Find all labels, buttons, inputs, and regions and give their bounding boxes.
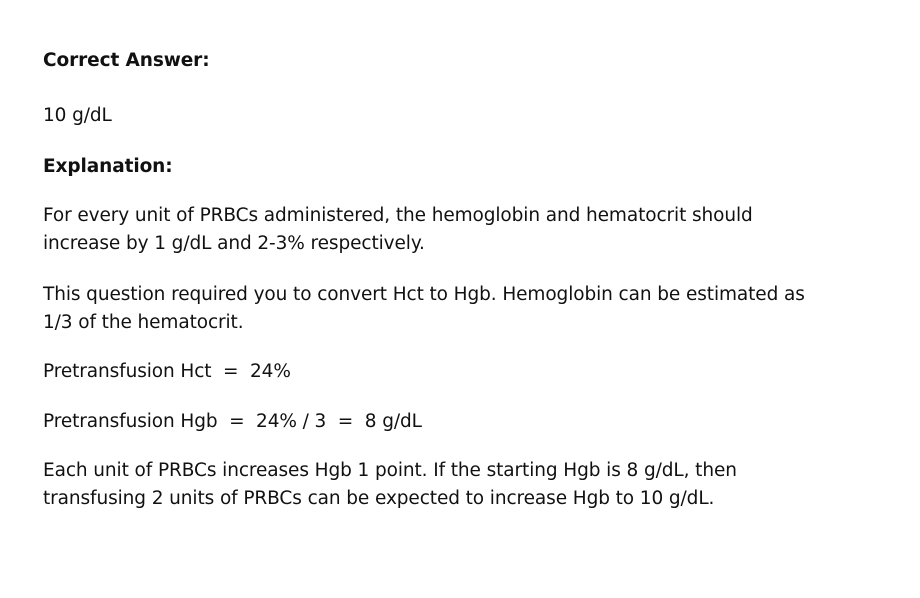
paragraph-line: This question required you to convert Hct to Hgb. Hemoglobin can be estimated as <box>43 284 805 305</box>
correct-answer-heading: Correct Answer: <box>43 50 210 71</box>
paragraph-line: increase by 1 g/dL and 2-3% respectively. <box>43 233 425 254</box>
paragraph-line: transfusing 2 units of PRBCs can be expected to increase Hgb to 10 g/dL. <box>43 488 715 509</box>
paragraph-line: For every unit of PRBCs administered, the hemoglobin and hematocrit should <box>43 205 753 226</box>
pretransfusion-hct-equation: Pretransfusion Hct = 24% <box>43 361 291 382</box>
explanation-heading: Explanation: <box>43 156 173 177</box>
paragraph-line: Each unit of PRBCs increases Hgb 1 point. If the starting Hgb is 8 g/dL, then <box>43 460 737 481</box>
conclusion-paragraph <box>43 457 737 513</box>
explanation-paragraph-1 <box>43 202 753 258</box>
paragraph-line: 1/3 of the hematocrit. <box>43 312 244 333</box>
pretransfusion-hgb-equation: Pretransfusion Hgb = 24% / 3 = 8 g/dL <box>43 411 422 432</box>
explanation-paragraph-2 <box>43 281 805 337</box>
correct-answer-value: 10 g/dL <box>43 105 112 126</box>
